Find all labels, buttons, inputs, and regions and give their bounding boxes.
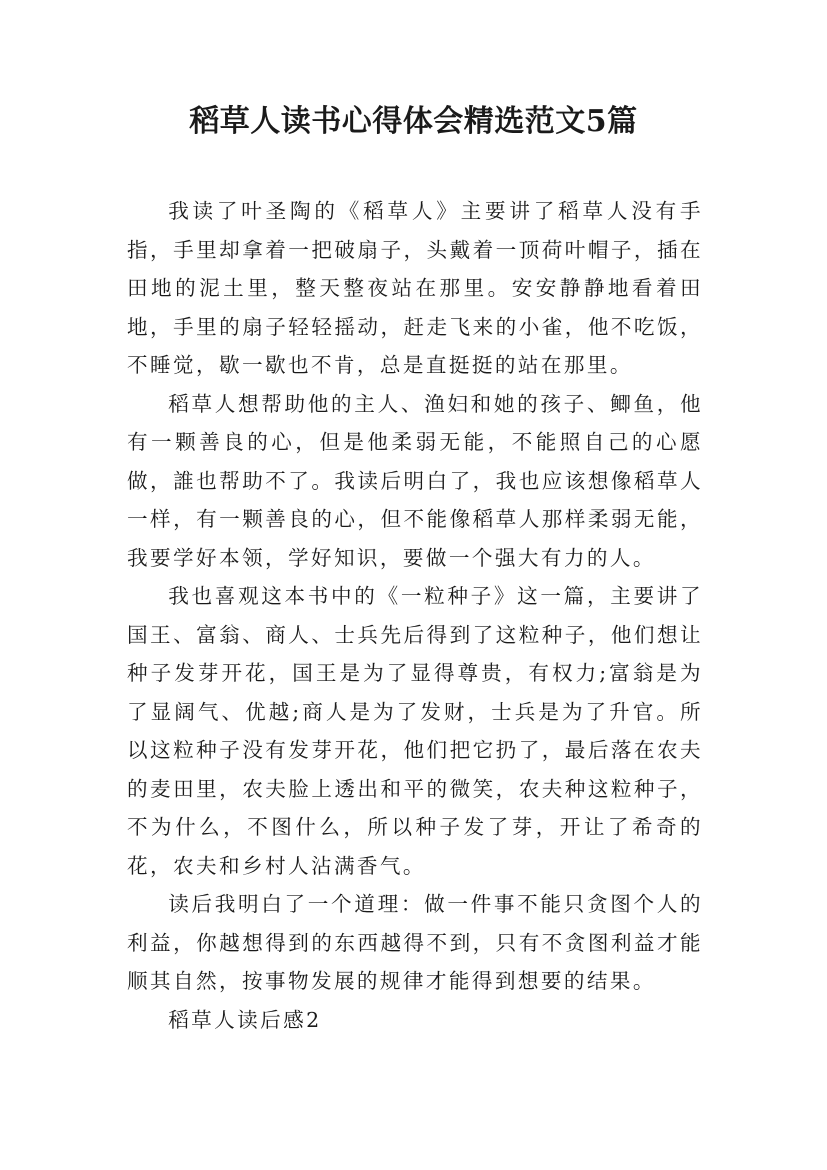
paragraph-4: 读后我明白了一个道理：做一件事不能只贪图个人的利益，你越想得到的东西越得不到，只有不贪图利益才能顺其自然，按事物发展的规律才能得到想要的结果。 xyxy=(127,892,703,993)
paragraph-1: 我读了叶圣陶的《稻草人》主要讲了稻草人没有手指，手里却拿着一把破扇子，头戴着一顶荷叶帽子，插在田地的泥土里，整天整夜站在那里。安安静静地看着田地，手里的扇子轻轻摇动，赶走飞来的小雀，他不吃饭，不睡觉，歇一歇也不肯，总是直挺挺的站在那里。 xyxy=(127,199,703,377)
document-body xyxy=(127,192,703,1039)
paragraph-3: 我也喜观这本书中的《一粒种子》这一篇，主要讲了国王、富翁、商人、士兵先后得到了这粒种子，他们想让种子发芽开花，国王是为了显得尊贵，有权力;富翁是为了显阔气、优越;商人是为了发财，士兵是为了升官。所以这粒种子没有发芽开花，他们把它扔了，最后落在农夫的麦田里，农夫脸上透出和平的微笑，农夫种这粒种子，不为什么，不图什么，所以种子发了芽，开让了希奇的花，农夫和乡村人沾满香气。 xyxy=(127,584,703,878)
section-heading: 稻草人读后感2 xyxy=(168,1007,322,1032)
paragraph-2: 稻草人想帮助他的主人、渔妇和她的孩子、鲫鱼，他有一颗善良的心，但是他柔弱无能，不能照自己的心愿做，誰也帮助不了。我读后明白了，我也应该想像稻草人一样，有一颗善良的心，但不能像稻草人那样柔弱无能，我要学好本领，学好知识，要做一个强大有力的人。 xyxy=(127,391,703,570)
document-title: 稻草人读书心得体会精选范文5篇 xyxy=(189,104,638,139)
